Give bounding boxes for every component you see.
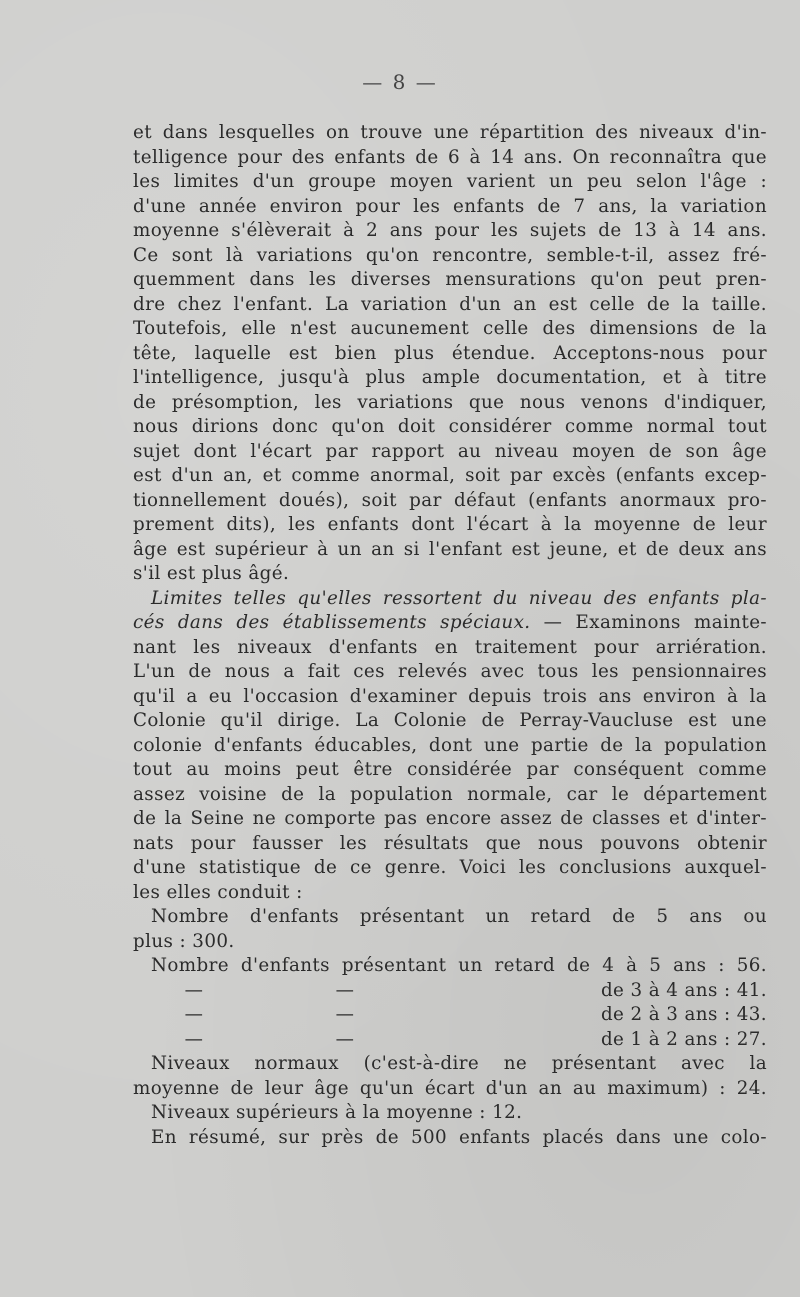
paragraph-1 bbox=[133, 121, 767, 587]
text-line: nats pour fausser les résultats que nous pouvons obtenir bbox=[133, 832, 767, 854]
text-line: colonie d'enfants éducables, dont une partie de la population bbox=[133, 734, 767, 756]
text-line: moyenne s'élèverait à 2 ans pour les sujets de 13 à 14 ans. bbox=[133, 220, 767, 241]
retard-range: de 1 à 2 ans : 27. bbox=[600, 1028, 767, 1050]
stat-normaux-line1: Niveaux normaux (c'est-à-dire ne présentant avec la bbox=[151, 1053, 767, 1074]
section-heading-rest: — Examinons mainte- bbox=[530, 612, 767, 633]
section-heading-italic: cés dans des établissements spéciaux. bbox=[133, 612, 531, 633]
section-heading: Limites telles qu'elles ressortent du niveau des enfants pla- bbox=[151, 587, 767, 609]
ditto-mark: — bbox=[184, 979, 204, 1001]
text-line: dre chez l'enfant. La variation d'un an est celle de la taille. bbox=[133, 293, 767, 315]
text-line: d'une statistique de ce genre. Voici les conclusions auxquel- bbox=[133, 857, 767, 878]
text-line: nant les niveaux d'enfants en traitement pour arriération. bbox=[133, 636, 767, 658]
ditto-row bbox=[133, 1028, 767, 1053]
text-line: assez voisine de la population normale, car le département bbox=[133, 783, 767, 805]
text-line: de la Seine ne comporte pas encore assez de classes et d'inter- bbox=[133, 808, 767, 829]
text-line: les elles conduit : bbox=[133, 881, 303, 903]
retard-range: de 3 à 4 ans : 41. bbox=[600, 979, 767, 1001]
text-line: est d'un an, et comme anormal, soit par excès (enfants excep- bbox=[133, 465, 767, 486]
ditto-mark: — bbox=[335, 979, 355, 1001]
text-line: telligence pour des enfants de 6 à 14 ans. On reconnaîtra que bbox=[133, 146, 767, 168]
text-line: âge est supérieur à un an si l'enfant est jeune, et de deux ans bbox=[133, 538, 767, 560]
text-line: Colonie qu'il dirige. La Colonie de Perray-Vaucluse est une bbox=[133, 710, 767, 731]
ditto-mark: — bbox=[335, 1004, 355, 1025]
text-line: Ce sont là variations qu'on rencontre, semble-t-il, assez fré- bbox=[133, 244, 767, 266]
text-line: d'une année environ pour les enfants de 7 ans, la variation bbox=[133, 195, 767, 217]
text-line: les limites d'un groupe moyen varient un peu selon l'âge : bbox=[133, 171, 767, 192]
text-line: nous dirions donc qu'on doit considérer comme normal tout bbox=[133, 416, 767, 437]
text-line: l'intelligence, jusqu'à plus ample documentation, et à titre bbox=[133, 367, 767, 388]
text-line: L'un de nous a fait ces relevés avec tous les pensionnaires bbox=[133, 661, 767, 682]
stat-retard-5-line2: plus : 300. bbox=[133, 930, 235, 952]
section-heading-continuation bbox=[133, 611, 767, 636]
ditto-mark: — bbox=[335, 1028, 355, 1050]
text-line: tête, laquelle est bien plus étendue. Acceptons-nous pour bbox=[133, 342, 767, 364]
paragraph-2 bbox=[133, 636, 767, 906]
stat-superieurs: Niveaux supérieurs à la moyenne : 12. bbox=[151, 1102, 523, 1123]
ditto-mark: — bbox=[184, 1004, 204, 1025]
retard-range: de 2 à 3 ans : 43. bbox=[600, 1004, 767, 1025]
text-line: quemment dans les diverses mensurations qu'on peut pren- bbox=[133, 269, 767, 290]
ditto-row bbox=[133, 979, 767, 1004]
text-line: prement dits), les enfants dont l'écart à la moyenne de leur bbox=[133, 514, 767, 535]
ditto-mark: — bbox=[184, 1028, 204, 1050]
text-line: tionnellement doués), soit par défaut (enfants anormaux pro- bbox=[133, 489, 767, 511]
text-line: sujet dont l'écart par rapport au niveau moyen de son âge bbox=[133, 440, 767, 462]
summary-line: En résumé, sur près de 500 enfants placés dans une colo- bbox=[151, 1126, 767, 1148]
text-line: Toutefois, elle n'est aucunement celle des dimensions de la bbox=[133, 318, 767, 339]
text-line: tout au moins peut être considérée par conséquent comme bbox=[133, 759, 767, 780]
stat-retard-4-5: Nombre d'enfants présentant un retard de 4 à 5 ans : 56. bbox=[151, 955, 767, 976]
text-line: et dans lesquelles on trouve une répartition des niveaux d'in- bbox=[133, 122, 767, 143]
ditto-rows bbox=[133, 979, 767, 1053]
stat-normaux-line2: moyenne de leur âge qu'un écart d'un an au maximum) : 24. bbox=[133, 1077, 767, 1099]
text-line: s'il est plus âgé. bbox=[133, 563, 290, 584]
text-line: de présomption, les variations que nous venons d'indiquer, bbox=[133, 391, 767, 413]
ditto-row bbox=[133, 1003, 767, 1028]
body-text bbox=[133, 121, 767, 1150]
stat-retard-5-line1: Nombre d'enfants présentant un retard de 5 ans ou bbox=[151, 906, 767, 927]
text-line: qu'il a eu l'occasion d'examiner depuis trois ans environ à la bbox=[133, 685, 767, 707]
page-number: — 8 — bbox=[362, 70, 438, 94]
